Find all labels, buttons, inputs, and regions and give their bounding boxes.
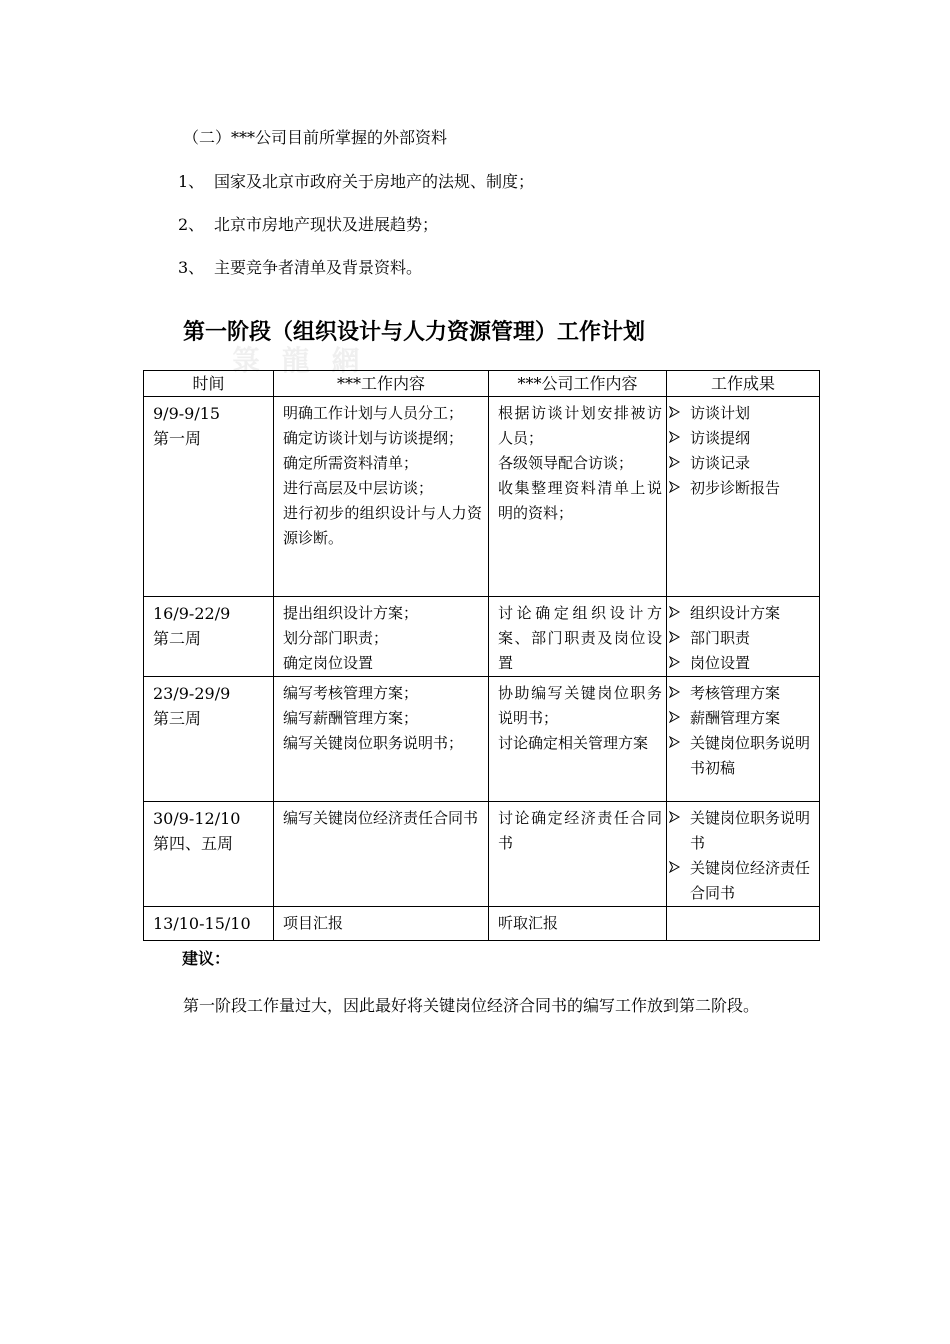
list-number: 3、 [178, 258, 205, 277]
outcomes-cell [667, 907, 820, 941]
section-heading: （二）***公司目前所掌握的外部资料 [183, 128, 448, 147]
work-cell [274, 397, 489, 597]
arrow-right-icon [669, 806, 690, 831]
table-row [144, 907, 820, 941]
arrow-right-icon [669, 731, 690, 756]
outcome-text: 岗位设置 [690, 654, 751, 672]
work-text: 进行高层及中层访谈； [283, 479, 434, 497]
arrow-right-icon [669, 856, 690, 881]
work-plan-table [143, 370, 820, 941]
header-time: 时间 [144, 371, 274, 397]
watermark: 箓 龍 網 [232, 344, 366, 377]
arrow-right-icon [669, 426, 690, 451]
list-number: 1、 [178, 172, 205, 191]
company-work-cell [489, 677, 667, 802]
work-text: 编写关键岗位职务说明书； [283, 734, 464, 752]
time-cell [144, 677, 274, 802]
table-row [144, 677, 820, 802]
outcome-item [669, 806, 817, 856]
outcomes-cell [667, 802, 820, 907]
work-text: 编写考核管理方案； [283, 684, 419, 702]
company-work-text: 根据访谈计划安排被访人员； [498, 404, 662, 447]
arrow-right-icon [669, 601, 690, 626]
advice-text: 第一阶段工作量过大，因此最好将关键岗位经济合同书的编写工作放到第二阶段。 [183, 996, 760, 1015]
company-work-text: 讨论确定组织设计方案、部门职责及岗位设置 [498, 604, 662, 672]
outcome-text: 组织设计方案 [690, 604, 781, 622]
time-text: 16/9-22/9 [153, 604, 231, 623]
time-text: 13/10-15/10 [153, 914, 251, 933]
outcome-item [669, 451, 817, 476]
work-text: 确定访谈计划与访谈提纲； [283, 429, 464, 447]
outcome-item [669, 856, 817, 906]
time-cell [144, 597, 274, 677]
arrow-right-icon [669, 451, 690, 476]
company-work-text: 听取汇报 [498, 914, 559, 932]
outcome-item [669, 651, 817, 676]
outcome-item [669, 601, 817, 626]
outcome-item [669, 426, 817, 451]
company-work-text: 讨论确定相关管理方案 [498, 734, 649, 752]
time-text: 30/9-12/10 [153, 809, 241, 828]
outcome-item [669, 731, 817, 781]
arrow-right-icon [669, 476, 690, 501]
time-text: 第二周 [153, 629, 202, 648]
arrow-right-icon [669, 626, 690, 651]
work-cell [274, 597, 489, 677]
work-text: 进行初步的组织设计与人力资源诊断。 [283, 504, 482, 547]
time-cell [144, 397, 274, 597]
arrow-right-icon [669, 706, 690, 731]
outcome-text: 初步诊断报告 [690, 479, 781, 497]
work-text: 编写薪酬管理方案； [283, 709, 419, 727]
outcome-text: 关键岗位经济责任合同书 [690, 859, 811, 902]
work-cell [274, 677, 489, 802]
company-work-text: 讨论确定经济责任合同书 [498, 809, 662, 852]
outcome-item [669, 706, 817, 731]
header-outcomes: 工作成果 [667, 371, 820, 397]
company-work-text: 收集整理资料清单上说明的资料； [498, 479, 662, 522]
work-text: 编写关键岗位经济责任合同书 [283, 809, 479, 827]
table-row [144, 802, 820, 907]
work-text: 划分部门职责； [283, 629, 389, 647]
outcome-text: 访谈记录 [690, 454, 751, 472]
list-text: 主要竞争者清单及背景资料。 [214, 258, 423, 277]
time-text: 第一周 [153, 429, 202, 448]
outcome-item [669, 401, 817, 426]
list-number: 2、 [178, 215, 205, 234]
work-cell [274, 907, 489, 941]
time-cell [144, 802, 274, 907]
work-text: 确定岗位设置 [283, 654, 374, 672]
work-text: 明确工作计划与人员分工； [283, 404, 464, 422]
work-text: 提出组织设计方案； [283, 604, 419, 622]
outcome-text: 考核管理方案 [690, 684, 781, 702]
time-text: 第三周 [153, 709, 202, 728]
outcome-text: 薪酬管理方案 [690, 709, 781, 727]
outcome-text: 访谈提纲 [690, 429, 751, 447]
list-item [178, 215, 438, 235]
list-text: 国家及北京市政府关于房地产的法规、制度； [214, 172, 535, 191]
outcome-text: 关键岗位职务说明书初稿 [690, 734, 811, 777]
outcomes-cell [667, 597, 820, 677]
header-company-work: ***公司工作内容 [489, 371, 667, 397]
time-cell [144, 907, 274, 941]
work-text: 项目汇报 [283, 914, 344, 932]
outcome-item [669, 476, 817, 501]
outcomes-cell [667, 677, 820, 802]
outcome-item [669, 626, 817, 651]
company-work-text: 协助编写关键岗位职务说明书； [498, 684, 662, 727]
outcome-text: 部门职责 [690, 629, 751, 647]
company-work-cell [489, 907, 667, 941]
work-cell [274, 802, 489, 907]
table-row [144, 597, 820, 677]
company-work-text: 各级领导配合访谈； [498, 454, 634, 472]
outcome-text: 访谈计划 [690, 404, 751, 422]
plan-title: 第一阶段（组织设计与人力资源管理）工作计划 [183, 320, 646, 345]
outcome-text: 关键岗位职务说明书 [690, 809, 811, 852]
table-header-row [144, 371, 820, 397]
time-text: 23/9-29/9 [153, 684, 231, 703]
time-text: 9/9-9/15 [153, 404, 221, 423]
header-work: ***工作内容 [274, 371, 489, 397]
arrow-right-icon [669, 401, 690, 426]
list-text: 北京市房地产现状及进展趋势； [214, 215, 439, 234]
work-text: 确定所需资料清单； [283, 454, 419, 472]
list-item [178, 172, 534, 192]
list-item [178, 258, 422, 278]
arrow-right-icon [669, 651, 690, 676]
table-row [144, 397, 820, 597]
advice-label: 建议： [182, 949, 231, 968]
outcome-item [669, 681, 817, 706]
company-work-cell [489, 397, 667, 597]
outcomes-cell [667, 397, 820, 597]
company-work-cell [489, 597, 667, 677]
time-text: 第四、五周 [153, 834, 234, 853]
arrow-right-icon [669, 681, 690, 706]
company-work-cell [489, 802, 667, 907]
